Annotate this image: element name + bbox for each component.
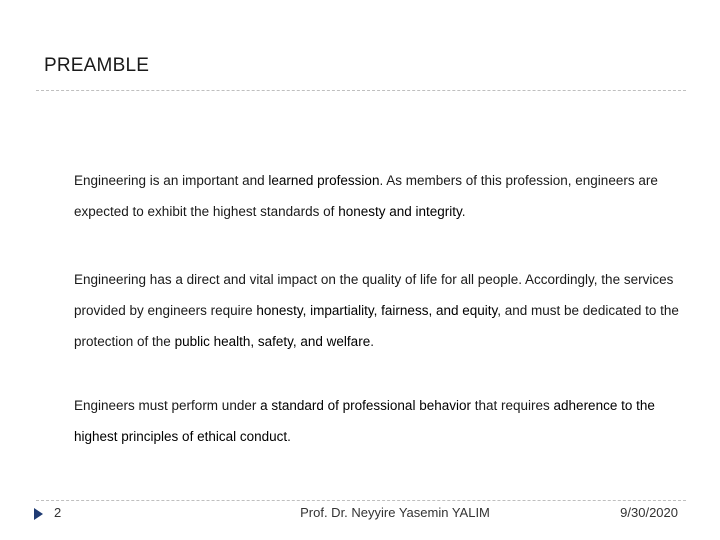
highlight-text: adherence to the highest principles of ethical conduct [74, 398, 655, 444]
highlight-text: honesty and integrity [338, 204, 462, 219]
paragraph-text: . [370, 334, 374, 349]
footer-date: 9/30/2020 [620, 505, 678, 520]
footer-divider [36, 500, 686, 501]
paragraph-vital-impact [74, 264, 694, 357]
slide-title: PREAMBLE [44, 55, 150, 76]
triangle-bullet-icon [34, 508, 43, 520]
slide-number: 2 [54, 505, 62, 520]
title-divider [36, 90, 686, 91]
paragraph-text: , and must be dedicated to the protection of the [74, 303, 679, 349]
paragraph-text: . As members of this profession, engineers are expected to exhibit the highest standards of [74, 173, 658, 219]
highlight-text: honesty, impartiality, fairness, and equity [256, 303, 498, 318]
footer-author: Prof. Dr. Neyyire Yasemin YALIM [300, 505, 490, 520]
paragraph-text: . [461, 204, 466, 219]
paragraph-learned-profession [74, 165, 694, 227]
paragraph-text: Engineering is an important and [74, 173, 269, 188]
highlight-text: public health, safety, and welfare [174, 334, 371, 349]
paragraph-text: Engineering has a direct and vital impact on the quality of life for all people. Accordingly, the services provided by engineers require [74, 272, 674, 318]
paragraph-text: Engineers must perform under [74, 398, 261, 413]
highlight-text: learned profession [268, 173, 380, 188]
paragraph-professional-behavior [74, 390, 694, 452]
paragraph-text: . [287, 429, 291, 444]
highlight-text: a standard of professional behavior [260, 398, 471, 413]
paragraph-text: that requires [470, 398, 554, 413]
